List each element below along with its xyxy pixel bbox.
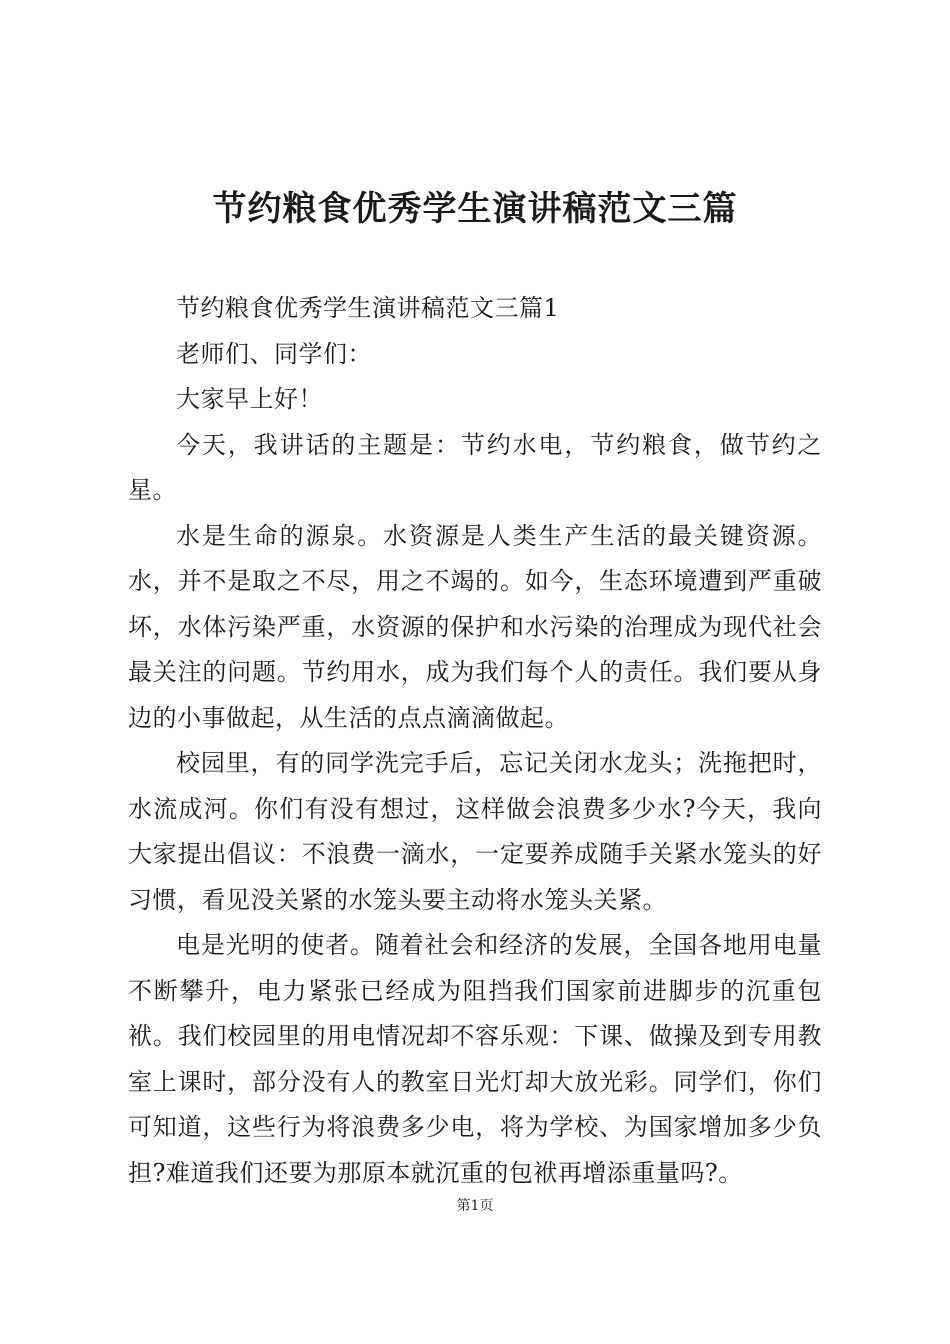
- paragraph-topic: 今天，我讲话的主题是：节约水电，节约粮食，做节约之星。: [128, 430, 822, 504]
- paragraph-heading: 节约粮食优秀学生演讲稿范文三篇1: [176, 294, 560, 322]
- document-title: 节约粮食优秀学生演讲稿范文三篇: [212, 189, 738, 229]
- document-body: [128, 286, 822, 1196]
- page-number: 第1页: [456, 1198, 494, 1214]
- paragraph-greeting: 老师们、同学们：: [176, 339, 372, 368]
- paragraph-water: 水是生命的源泉。水资源是人类生产生活的最关键资源。水，并不是取之不尽，用之不竭的。如今，生态环境遭到严重破坏，水体污染严重，水资源的保护和水污染的治理成为现代社会最关注的问题。节约用水，成为我们每个人的责任。我们要从身边的小事做起，从生活的点点滴滴做起。: [128, 521, 822, 732]
- paragraph-electricity: 电是光明的使者。随着社会和经济的发展，全国各地用电量不断攀升，电力紧张已经成为阻挡我们国家前进脚步的沉重包袱。我们校园里的用电情况却不容乐观：下课、做操及到专用教室上课时，部分没有人的教室日光灯却大放光彩。同学们，你们可知道，这些行为将浪费多少电，将为学校、为国家增加多少负担?难道我们还要为那原本就沉重的包袱再增添重量吗?。: [128, 931, 822, 1187]
- paragraph-morning: 大家早上好！: [176, 385, 323, 413]
- paragraph-campus-water: 校园里，有的同学洗完手后，忘记关闭水龙头；洗拖把时，水流成河。你们有没有想过，这样做会浪费多少水?今天，我向大家提出倡议：不浪费一滴水，一定要养成随手关紧水笼头的好习惯，看见没关紧的水笼头要主动将水笼头关紧。: [128, 749, 822, 914]
